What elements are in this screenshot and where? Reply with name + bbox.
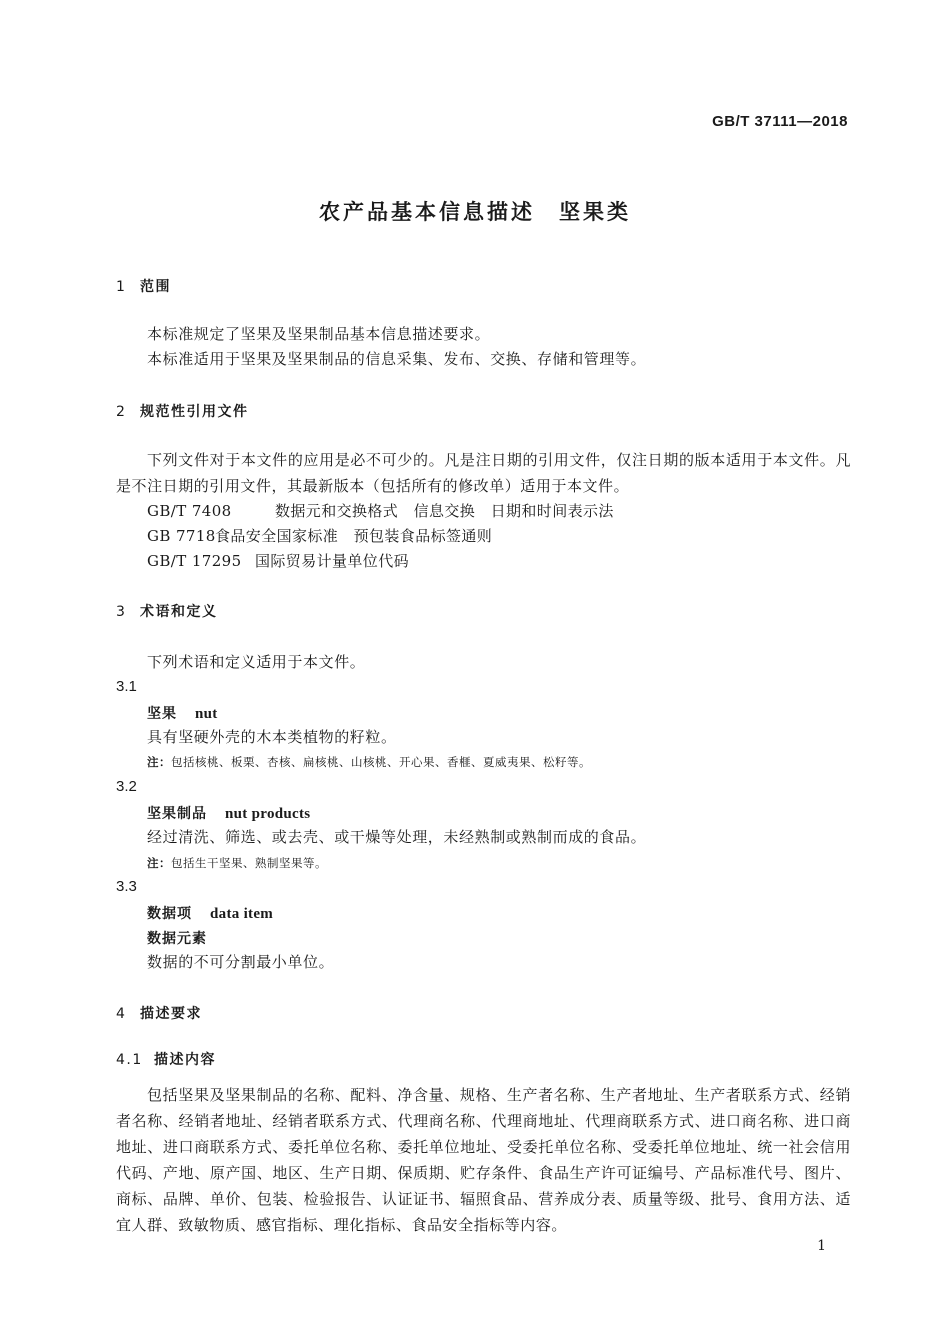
reference-item: GB/T 7408 数据元和交换格式 信息交换 日期和时间表示法 xyxy=(147,502,614,520)
title-sub: 坚果类 xyxy=(559,200,631,224)
term-definition: 经过清洗、筛选、或去壳、或干燥等处理，未经熟制或熟制而成的食品。 xyxy=(147,828,647,846)
term-heading: 坚果制品 nut products xyxy=(147,806,311,822)
section-1-heading: 1 范围 xyxy=(116,279,171,295)
section-3-intro: 下列术语和定义适用于本文件。 xyxy=(147,653,366,671)
term-alternative: 数据元素 xyxy=(147,931,207,947)
clause-number: 3.1 xyxy=(116,678,137,695)
page-number: 1 xyxy=(817,1238,826,1254)
clause-number: 3.3 xyxy=(116,878,137,895)
term-definition: 数据的不可分割最小单位。 xyxy=(147,953,335,971)
standard-code: GB/T 37111—2018 xyxy=(712,113,848,130)
section-1-paragraph-1: 本标准规定了坚果及坚果制品基本信息描述要求。 xyxy=(147,325,491,343)
title-main: 农产品基本信息描述 xyxy=(319,200,535,224)
term-note: 注：包括生干坚果、熟制坚果等。 xyxy=(147,856,327,870)
section-2-intro: 下列文件对于本文件的应用是必不可少的。凡是注日期的引用文件，仅注日期的版本适用于本文件。凡是不注日期的引用文件，其最新版本（包括所有的修改单）适用于本文件。 xyxy=(116,451,851,495)
term-note: 注：包括核桃、板栗、杏核、扁核桃、山核桃、开心果、香榧、夏威夷果、松籽等。 xyxy=(147,755,591,769)
section-1-paragraph-2: 本标准适用于坚果及坚果制品的信息采集、发布、交换、存储和管理等。 xyxy=(147,350,647,368)
subsection-4-1-heading: 4.1 描述内容 xyxy=(116,1052,216,1068)
term-definition: 具有坚硬外壳的木本类植物的籽粒。 xyxy=(147,728,397,746)
reference-item: GB/T 17295 国际贸易计量单位代码 xyxy=(147,552,410,570)
clause-number: 3.2 xyxy=(116,778,137,795)
document-title xyxy=(0,196,950,226)
section-2-heading: 2 规范性引用文件 xyxy=(116,404,249,420)
subsection-4-1-text: 包括坚果及坚果制品的名称、配料、净含量、规格、生产者名称、生产者地址、生产者联系方式、经销者名称、经销者地址、经销者联系方式、代理商名称、代理商地址、代理商联系方式、进口商名称、进口商地址、进口商联系方式、委托单位名称、委托单位地址、受委托单位名称、受委托单位地址、统一社会信用代码、产地、原产国、地区、生产日期、保质期、贮存条件、食品生产许可证编号、产品标准代号、图片、商标、品牌、单价、包装、检验报告、认证证书、辐照食品、营养成分表、质量等级、批号、食用方法、适宜人群、致敏物质、感官指标、理化指标、食品安全指标等内容。 xyxy=(116,1086,851,1234)
term-heading: 数据项 data item xyxy=(147,906,274,922)
reference-item: GB 7718食品安全国家标准 预包装食品标签通则 xyxy=(147,527,493,545)
section-4-heading: 4 描述要求 xyxy=(116,1006,202,1022)
term-heading: 坚果 nut xyxy=(147,706,218,722)
section-3-heading: 3 术语和定义 xyxy=(116,604,218,620)
